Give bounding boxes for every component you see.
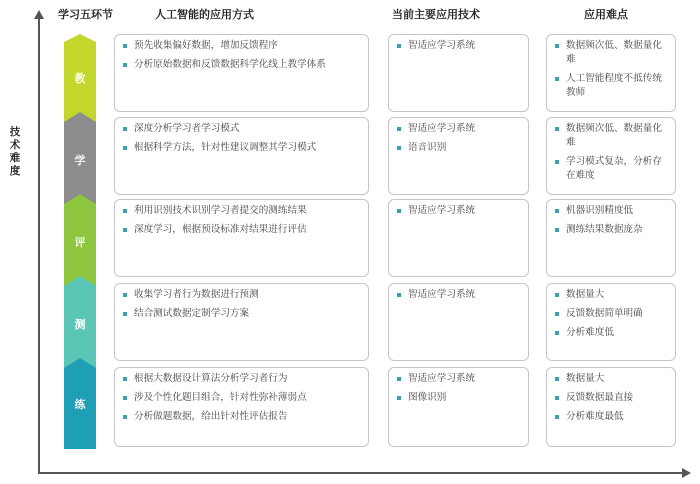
y-axis-label: 技术难度 bbox=[9, 126, 21, 177]
techs-box-teach bbox=[388, 34, 529, 112]
difficulty-item: 机器识别精度低 bbox=[555, 204, 669, 218]
tech-item: 语音识别 bbox=[397, 141, 522, 155]
methods-box-teach bbox=[114, 34, 369, 112]
method-item: 利用识别技术识别学习者提交的测练结果 bbox=[123, 204, 362, 218]
tech-item: 智适应学习系统 bbox=[397, 39, 522, 53]
difficulty-item: 学习模式复杂，分析存在难度 bbox=[555, 155, 669, 183]
stage-label-test: 测 bbox=[74, 318, 86, 331]
methods-box-test bbox=[114, 283, 369, 361]
techs-box-learn bbox=[388, 117, 529, 195]
method-item: 收集学习者行为数据进行预测 bbox=[123, 288, 362, 302]
y-axis-arrow bbox=[34, 10, 44, 19]
methods-box-learn bbox=[114, 117, 369, 195]
tech-item: 智适应学习系统 bbox=[397, 288, 522, 302]
method-item: 分析原始数据和反馈数据科学化线上教学体系 bbox=[123, 58, 362, 72]
difficulty-item: 数据频次低、数据量化难 bbox=[555, 122, 669, 150]
difficulty-item: 分析难度最低 bbox=[555, 410, 669, 424]
difficulties-box-practice bbox=[546, 367, 676, 447]
stage-label-evaluate: 评 bbox=[74, 236, 86, 249]
method-item: 结合测试数据定制学习方案 bbox=[123, 307, 362, 321]
stage-label-learn: 学 bbox=[74, 154, 86, 167]
methods-box-practice bbox=[114, 367, 369, 447]
difficulty-item: 人工智能程度不抵传统教师 bbox=[555, 72, 669, 100]
techs-box-test bbox=[388, 283, 529, 361]
difficulty-item: 数据量大 bbox=[555, 372, 669, 386]
method-item: 分析做题数据，给出针对性评估报告 bbox=[123, 410, 362, 424]
stages-header: 学习五环节 bbox=[58, 8, 113, 21]
difficulties-header: 应用难点 bbox=[584, 8, 628, 21]
method-item: 深度分析学习者学习模式 bbox=[123, 122, 362, 136]
tech-item: 智适应学习系统 bbox=[397, 372, 522, 386]
methods-box-evaluate bbox=[114, 199, 369, 277]
stage-label-practice: 练 bbox=[74, 398, 86, 411]
difficulty-item: 数据频次低、数据量化难 bbox=[555, 39, 669, 67]
difficulties-box-evaluate bbox=[546, 199, 676, 277]
x-axis bbox=[38, 472, 683, 474]
difficulties-box-test bbox=[546, 283, 676, 361]
methods-header: 人工智能的应用方式 bbox=[155, 8, 254, 21]
difficulty-item: 反馈数据最直接 bbox=[555, 391, 669, 405]
techs-box-evaluate bbox=[388, 199, 529, 277]
difficulty-item: 数据量大 bbox=[555, 288, 669, 302]
tech-item: 图像识别 bbox=[397, 391, 522, 405]
method-item: 预先收集偏好数据，增加反馈程序 bbox=[123, 39, 362, 53]
y-axis bbox=[38, 18, 40, 473]
method-item: 根据科学方法，针对性建议调整其学习模式 bbox=[123, 141, 362, 155]
difficulties-box-teach bbox=[546, 34, 676, 112]
stage-label-teach: 教 bbox=[74, 72, 86, 85]
x-axis-arrow bbox=[682, 468, 691, 478]
tech-item: 智适应学习系统 bbox=[397, 204, 522, 218]
techs-header: 当前主要应用技术 bbox=[392, 8, 480, 21]
difficulty-item: 分析难度低 bbox=[555, 326, 669, 340]
method-item: 根据大数据设计算法分析学习者行为 bbox=[123, 372, 362, 386]
method-item: 深度学习，根据预设标准对结果进行评估 bbox=[123, 223, 362, 237]
difficulties-box-learn bbox=[546, 117, 676, 195]
difficulty-item: 测练结果数据庞杂 bbox=[555, 223, 669, 237]
tech-item: 智适应学习系统 bbox=[397, 122, 522, 136]
method-item: 涉及个性化题目组合，针对性弥补薄弱点 bbox=[123, 391, 362, 405]
difficulty-item: 反馈数据简单明确 bbox=[555, 307, 669, 321]
techs-box-practice bbox=[388, 367, 529, 447]
